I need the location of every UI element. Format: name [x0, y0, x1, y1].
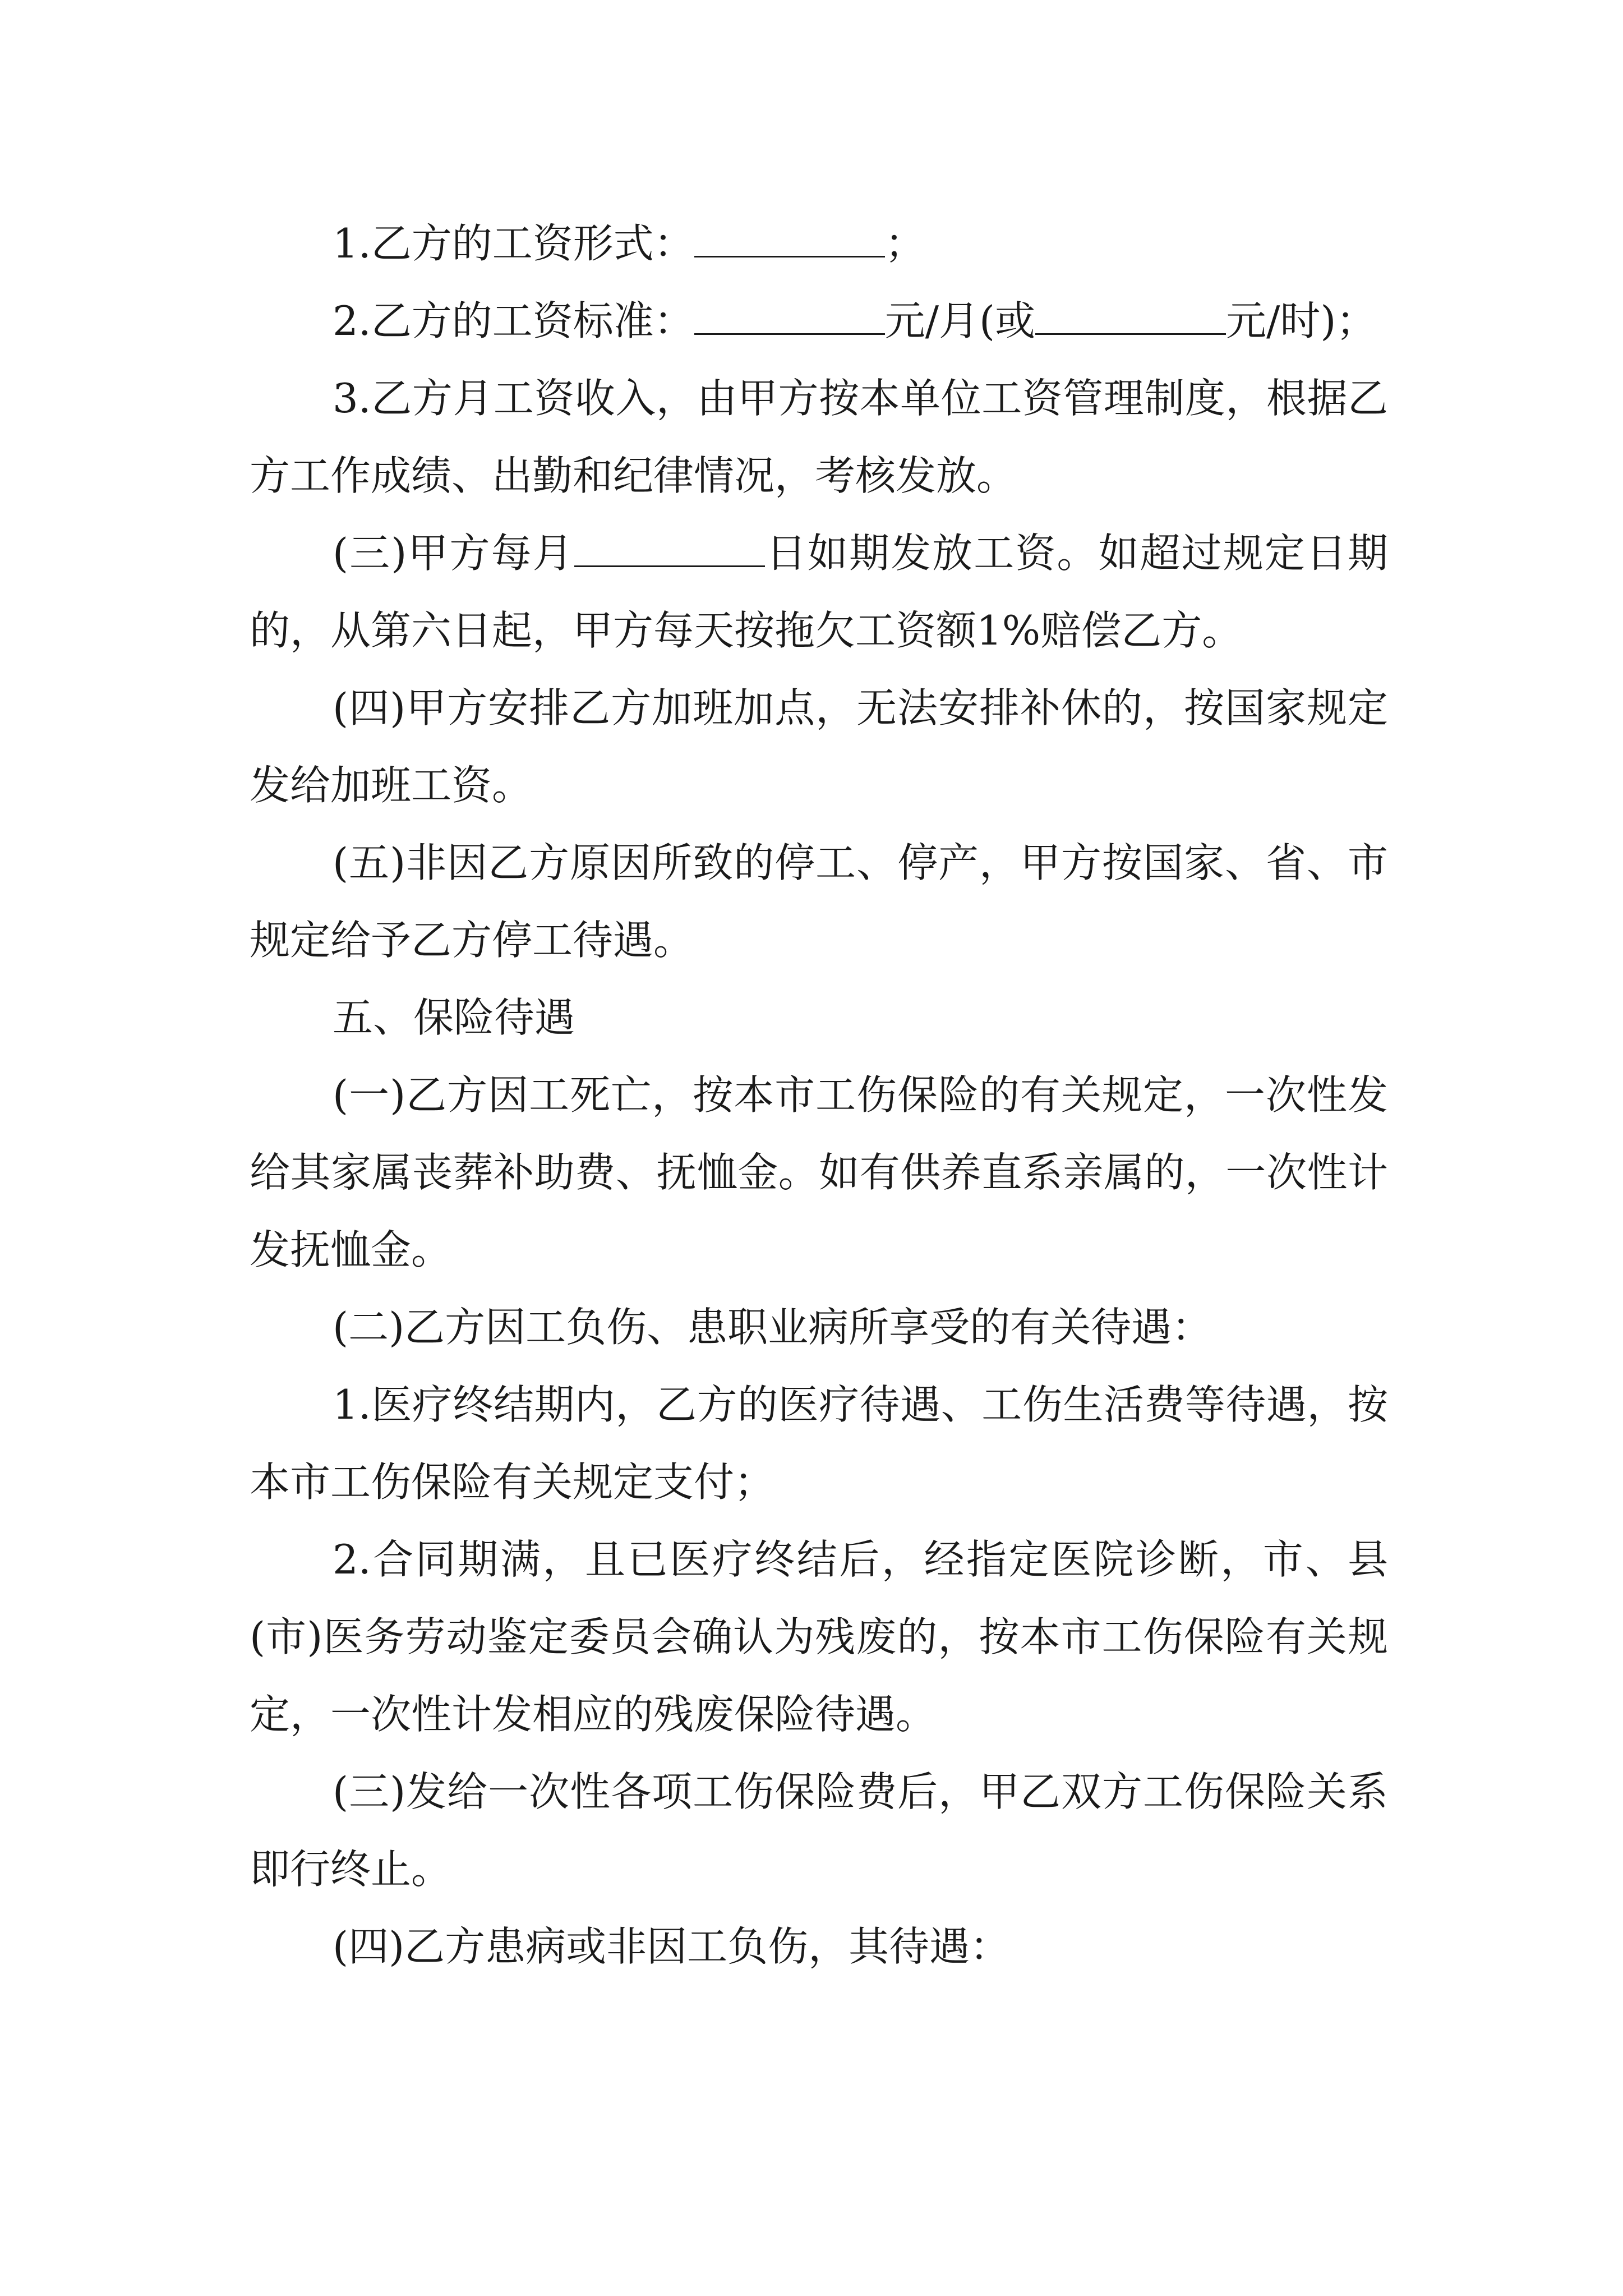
blank-field [694, 300, 885, 335]
blank-field [1035, 300, 1226, 335]
paragraph-wage-form [250, 205, 1388, 282]
paragraph-termination: (三)发给一次性各项工伤保险费后，甲乙双方工伤保险关系即行终止。 [250, 1768, 1388, 1893]
text-segment: 元/时)； [1226, 297, 1377, 344]
paragraph-contract-expiry: 2.合同期满，且已医疗终结后，经指定医院诊断，市、县(市)医务劳动鉴定委员会确认为残废的，按本市工伤保险有关规定，一次性计发相应的残废保险待遇。 [250, 1536, 1388, 1738]
paragraph-wage-standard [250, 282, 1388, 360]
paragraph-sickness: (四)乙方患病或非因工负伤，其待遇： [333, 1923, 1011, 1970]
paragraph-overtime: (四)甲方安排乙方加班加点，无法安排补休的，按国家规定发给加班工资。 [250, 684, 1388, 809]
document-body [250, 205, 1388, 1985]
paragraph-work-injury: (二)乙方因工负伤、患职业病所享受的有关待遇： [333, 1304, 1212, 1351]
paragraph-payday [250, 514, 1388, 669]
paragraph-shutdown: (五)非因乙方原因所致的停工、停产，甲方按国家、省、市规定给予乙方停工待遇。 [250, 839, 1388, 964]
paragraph-medical-period: 1.医疗终结期内，乙方的医疗待遇、工伤生活费等待遇，按本市工伤保险有关规定支付； [250, 1381, 1388, 1506]
text-segment: (三)甲方每月 [333, 530, 574, 577]
text-segment: ； [884, 220, 925, 267]
paragraph-monthly-income: 3.乙方月工资收入，由甲方按本单位工资管理制度，根据乙方工作成绩、出勤和纪律情况，考核发放。 [250, 375, 1388, 499]
text-segment: 1.乙方的工资形式： [333, 220, 694, 267]
section-heading-insurance: 五、保险待遇 [333, 994, 575, 1041]
text-segment: 日如期发放工资。如超过规定日期的，从第六日起，甲方每天按拖欠工资额1%赔偿乙方。 [250, 530, 1388, 654]
text-segment: 元/月(或 [884, 297, 1036, 344]
blank-field [694, 222, 885, 257]
text-segment: 2.乙方的工资标准： [333, 297, 694, 344]
blank-field [574, 532, 765, 567]
paragraph-work-death: (一)乙方因工死亡，按本市工伤保险的有关规定，一次性发给其家属丧葬补助费、抚恤金。如有供养直系亲属的，一次性计发抚恤金。 [250, 1071, 1388, 1273]
